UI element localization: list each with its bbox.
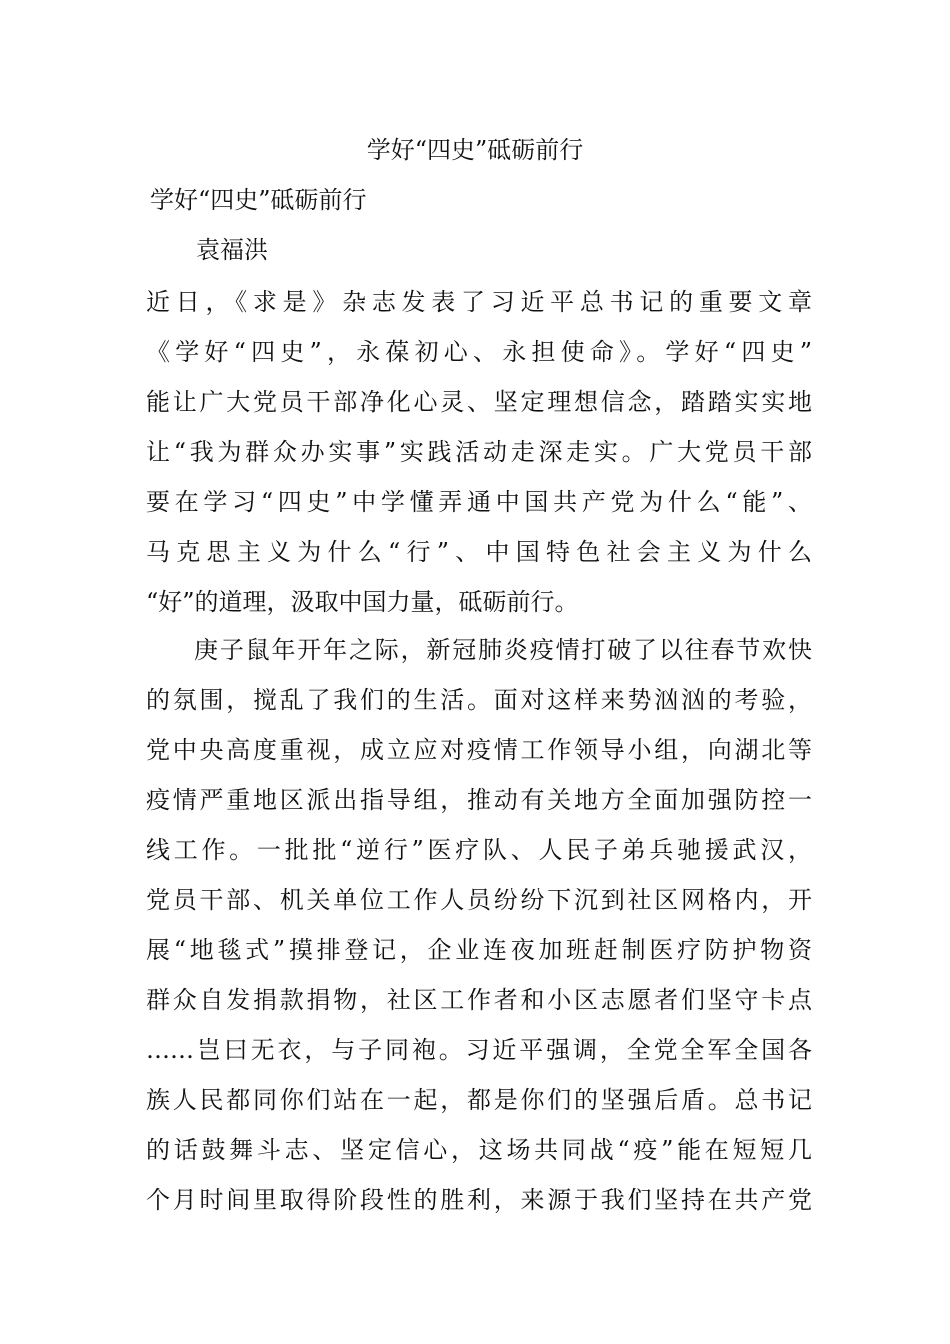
paragraph-line: 党中央高度重视，成立应对疫情工作领导小组，向湖北等 bbox=[146, 736, 812, 764]
paragraph-line: 疫情严重地区派出指导组，推动有关地方全面加强防控一 bbox=[146, 786, 812, 814]
paragraph-line: 马克思主义为什么“行”、中国特色社会主义为什么 bbox=[146, 538, 812, 566]
paragraph-line: 个月时间里取得阶段性的胜利，来源于我们坚持在共产党 bbox=[146, 1186, 812, 1214]
document-title: 学好“四史”砥砺前行 bbox=[366, 136, 584, 164]
article-title: 学好“四史”砥砺前行 bbox=[150, 186, 367, 214]
paragraph-line: 让“我为群众办实事”实践活动走深走实。广大党员干部 bbox=[146, 438, 812, 466]
paragraph-line: 族人民都同你们站在一起，都是你们的坚强后盾。总书记 bbox=[146, 1086, 812, 1114]
paragraph-line: 党员干部、机关单位工作人员纷纷下沉到社区网格内，开 bbox=[146, 886, 812, 914]
paragraph-line: 线工作。一批批“逆行”医疗队、人民子弟兵驰援武汉， bbox=[146, 836, 812, 864]
paragraph-line: 近日，《求是》杂志发表了习近平总书记的重要文章 bbox=[146, 288, 812, 316]
paragraph-line: “好”的道理，汲取中国力量，砥砺前行。 bbox=[146, 588, 579, 616]
paragraph-line: 的氛围，搅乱了我们的生活。面对这样来势汹汹的考验， bbox=[146, 686, 812, 714]
paragraph-2 bbox=[146, 625, 812, 1225]
paragraph-line: 《学好“四史”，永葆初心、永担使命》。学好“四史” bbox=[146, 338, 812, 366]
paragraph-line: 要在学习“四史”中学懂弄通中国共产党为什么“能”、 bbox=[146, 488, 812, 516]
paragraph-line: 能让广大党员干部净化心灵、坚定理想信念，踏踏实实地 bbox=[146, 388, 812, 416]
paragraph-line: 庚子鼠年开年之际，新冠肺炎疫情打破了以往春节欢快 bbox=[194, 636, 812, 664]
paragraph-line: 展“地毯式”摸排登记，企业连夜加班赶制医疗防护物资 bbox=[146, 936, 812, 964]
paragraph-1 bbox=[146, 277, 812, 627]
paragraph-line: ……岂曰无衣，与子同袍。习近平强调，全党全军全国各 bbox=[146, 1036, 812, 1064]
paragraph-line: 的话鼓舞斗志、坚定信心，这场共同战“疫”能在短短几 bbox=[146, 1136, 812, 1164]
author-name: 袁福洪 bbox=[196, 236, 268, 264]
paragraph-line: 群众自发捐款捐物，社区工作者和小区志愿者们坚守卡点 bbox=[146, 986, 812, 1014]
